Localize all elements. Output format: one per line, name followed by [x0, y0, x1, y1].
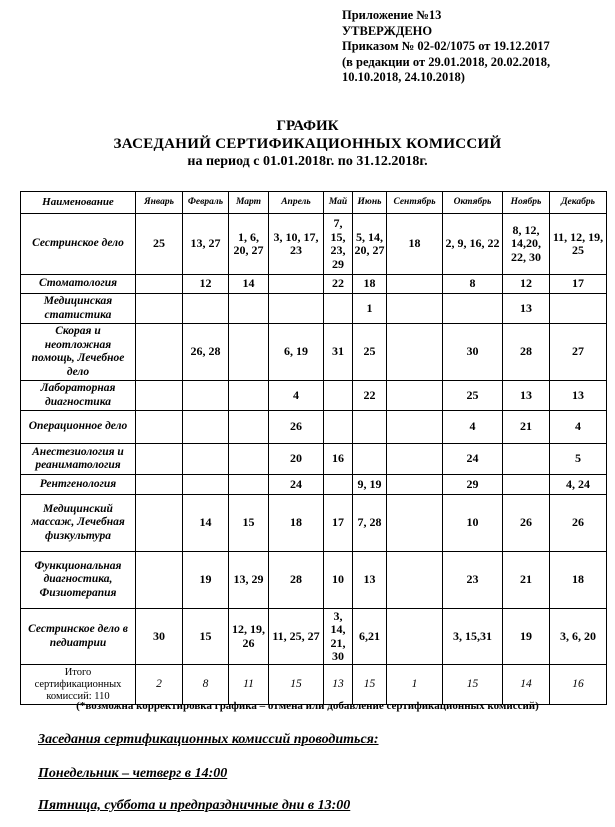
date-cell — [387, 381, 443, 411]
date-cell: 12 — [183, 275, 229, 294]
total-count-cell: 15 — [443, 665, 503, 705]
date-cell: 18 — [353, 275, 387, 294]
total-row — [21, 665, 607, 705]
header-row — [21, 192, 607, 214]
date-cell — [387, 609, 443, 665]
date-cell: 26, 28 — [183, 324, 229, 381]
schedule-body — [21, 214, 607, 705]
title-period: на период с 01.01.2018г. по 31.12.2018г. — [187, 154, 428, 169]
date-cell — [136, 495, 183, 552]
date-cell — [136, 275, 183, 294]
date-cell — [387, 324, 443, 381]
date-cell: 22 — [353, 381, 387, 411]
date-cell — [503, 475, 550, 495]
date-cell: 3, 15,31 — [443, 609, 503, 665]
date-cell: 22 — [324, 275, 353, 294]
specialty-name: Медицинский массаж, Лечебная физкультура — [21, 495, 136, 552]
date-cell: 29 — [443, 475, 503, 495]
date-cell — [136, 411, 183, 444]
date-cell: 5 — [550, 444, 607, 475]
date-cell — [387, 475, 443, 495]
meetings-heading: Заседания сертификационных комиссий проводиться: — [38, 732, 379, 747]
total-count-cell: 15 — [269, 665, 324, 705]
table-row — [21, 444, 607, 475]
revision-dates: (в редакции от 29.01.2018, 20.02.2018, — [342, 54, 551, 69]
date-cell — [229, 294, 269, 324]
date-cell: 31 — [324, 324, 353, 381]
date-cell — [229, 381, 269, 411]
table-row — [21, 475, 607, 495]
date-cell: 11, 12, 19, 25 — [550, 214, 607, 275]
date-cell: 8 — [443, 275, 503, 294]
date-cell: 18 — [269, 495, 324, 552]
date-cell: 3, 10, 17, 23 — [269, 214, 324, 275]
name-column-header: Наименование — [21, 192, 136, 214]
date-cell: 26 — [269, 411, 324, 444]
date-cell — [387, 294, 443, 324]
specialty-name: Анестезиология и реаниматология — [21, 444, 136, 475]
order-reference: Приказом № 02-02/1075 от 19.12.2017 — [342, 39, 550, 53]
date-cell — [387, 411, 443, 444]
date-cell: 25 — [443, 381, 503, 411]
document-title — [0, 117, 615, 171]
date-cell: 7, 15, 23, 29 — [324, 214, 353, 275]
appendix-number: Приложение №13 — [342, 8, 442, 22]
date-cell: 10 — [443, 495, 503, 552]
date-cell: 18 — [387, 214, 443, 275]
total-count-cell: 14 — [503, 665, 550, 705]
date-cell: 5, 14, 20, 27 — [353, 214, 387, 275]
month-header: Декабрь — [550, 192, 607, 214]
date-cell — [229, 444, 269, 475]
date-cell — [183, 444, 229, 475]
total-count-cell: 16 — [550, 665, 607, 705]
date-cell: 23 — [443, 552, 503, 609]
date-cell: 18 — [550, 552, 607, 609]
total-count-cell: 13 — [324, 665, 353, 705]
date-cell — [269, 275, 324, 294]
month-header: Январь — [136, 192, 183, 214]
date-cell — [353, 444, 387, 475]
title-line-2: ЗАСЕДАНИЙ СЕРТИФИКАЦИОННЫХ КОМИССИЙ — [113, 136, 502, 152]
date-cell: 4 — [269, 381, 324, 411]
table-row — [21, 275, 607, 294]
date-cell: 6, 19 — [269, 324, 324, 381]
schedule-note: (*возможна корректировка графика – отмена или добавление сертификационных комиссий) — [76, 700, 539, 712]
date-cell: 19 — [503, 609, 550, 665]
date-cell: 9, 19 — [353, 475, 387, 495]
date-cell — [229, 475, 269, 495]
specialty-name: Операционное дело — [21, 411, 136, 444]
specialty-name: Скорая и неотложная помощь, Лечебное дело — [21, 324, 136, 381]
date-cell: 26 — [503, 495, 550, 552]
date-cell: 6,21 — [353, 609, 387, 665]
table-row — [21, 411, 607, 444]
revision-dates-cont: 10.10.2018, 24.10.2018) — [342, 70, 465, 84]
table-row — [21, 324, 607, 381]
specialty-name: Стоматология — [21, 275, 136, 294]
month-header: Июнь — [353, 192, 387, 214]
month-header: Май — [324, 192, 353, 214]
date-cell: 25 — [353, 324, 387, 381]
date-cell — [324, 381, 353, 411]
month-header: Март — [229, 192, 269, 214]
table-row — [21, 381, 607, 411]
month-header: Ноябрь — [503, 192, 550, 214]
date-cell: 4 — [550, 411, 607, 444]
date-cell: 26 — [550, 495, 607, 552]
month-header: Февраль — [183, 192, 229, 214]
date-cell — [136, 444, 183, 475]
date-cell: 13, 29 — [229, 552, 269, 609]
date-cell — [353, 411, 387, 444]
date-cell: 1 — [353, 294, 387, 324]
date-cell: 4, 24 — [550, 475, 607, 495]
date-cell — [387, 275, 443, 294]
date-cell: 7, 28 — [353, 495, 387, 552]
date-cell: 27 — [550, 324, 607, 381]
date-cell — [387, 552, 443, 609]
date-cell: 12 — [503, 275, 550, 294]
date-cell — [136, 294, 183, 324]
date-cell: 12, 19, 26 — [229, 609, 269, 665]
date-cell — [443, 294, 503, 324]
date-cell: 13 — [503, 294, 550, 324]
date-cell: 8, 12, 14,20, 22, 30 — [503, 214, 550, 275]
total-count-cell: 2 — [136, 665, 183, 705]
date-cell — [183, 475, 229, 495]
date-cell: 10 — [324, 552, 353, 609]
total-count-cell: 8 — [183, 665, 229, 705]
schedule-table — [20, 191, 607, 705]
date-cell: 30 — [136, 609, 183, 665]
specialty-name: Сестринское дело — [21, 214, 136, 275]
date-cell: 1, 6, 20, 27 — [229, 214, 269, 275]
date-cell: 4 — [443, 411, 503, 444]
date-cell: 2, 9, 16, 22 — [443, 214, 503, 275]
date-cell: 24 — [443, 444, 503, 475]
date-cell: 19 — [183, 552, 229, 609]
date-cell: 13 — [353, 552, 387, 609]
date-cell: 14 — [229, 275, 269, 294]
date-cell — [183, 381, 229, 411]
table-row — [21, 294, 607, 324]
title-line-1: ГРАФИК — [276, 118, 339, 134]
date-cell — [183, 411, 229, 444]
date-cell: 11, 25, 27 — [269, 609, 324, 665]
date-cell: 13, 27 — [183, 214, 229, 275]
date-cell — [136, 324, 183, 381]
date-cell: 16 — [324, 444, 353, 475]
date-cell: 13 — [503, 381, 550, 411]
total-count-cell: 15 — [353, 665, 387, 705]
date-cell: 3, 6, 20 — [550, 609, 607, 665]
date-cell — [550, 294, 607, 324]
date-cell: 25 — [136, 214, 183, 275]
table-row — [21, 495, 607, 552]
specialty-name: Лабораторная диагностика — [21, 381, 136, 411]
date-cell: 13 — [550, 381, 607, 411]
specialty-name: Медицинская статистика — [21, 294, 136, 324]
weekday-schedule: Понедельник – четверг в 14:00 — [38, 766, 228, 781]
date-cell — [324, 294, 353, 324]
total-count-cell: 1 — [387, 665, 443, 705]
table-row — [21, 552, 607, 609]
specialty-name: Сестринское дело в педиатрии — [21, 609, 136, 665]
date-cell: 17 — [324, 495, 353, 552]
table-row — [21, 214, 607, 275]
specialty-name: Рентгенология — [21, 475, 136, 495]
date-cell: 30 — [443, 324, 503, 381]
date-cell — [387, 444, 443, 475]
date-cell: 17 — [550, 275, 607, 294]
table-row — [21, 609, 607, 665]
date-cell — [324, 411, 353, 444]
date-cell: 21 — [503, 411, 550, 444]
date-cell — [269, 294, 324, 324]
month-header: Сентябрь — [387, 192, 443, 214]
date-cell: 3, 14, 21, 30 — [324, 609, 353, 665]
date-cell — [136, 381, 183, 411]
friday-schedule: Пятница, суббота и предпраздничные дни в 13:00 — [38, 798, 351, 813]
date-cell — [387, 495, 443, 552]
date-cell: 20 — [269, 444, 324, 475]
date-cell: 15 — [229, 495, 269, 552]
specialty-name: Функциональная диагностика, Физиотерапия — [21, 552, 136, 609]
date-cell — [136, 475, 183, 495]
date-cell — [503, 444, 550, 475]
date-cell: 21 — [503, 552, 550, 609]
date-cell: 14 — [183, 495, 229, 552]
date-cell — [324, 475, 353, 495]
approved-label: УТВЕРЖДЕНО — [342, 23, 433, 38]
date-cell: 15 — [183, 609, 229, 665]
total-label: Итого сертификационных комиссий: 110 — [21, 665, 136, 705]
date-cell: 28 — [503, 324, 550, 381]
total-count-cell: 11 — [229, 665, 269, 705]
date-cell: 28 — [269, 552, 324, 609]
date-cell — [229, 324, 269, 381]
date-cell — [136, 552, 183, 609]
month-header: Октябрь — [443, 192, 503, 214]
month-header: Апрель — [269, 192, 324, 214]
date-cell: 24 — [269, 475, 324, 495]
date-cell — [183, 294, 229, 324]
approval-block — [342, 8, 550, 86]
date-cell — [229, 411, 269, 444]
